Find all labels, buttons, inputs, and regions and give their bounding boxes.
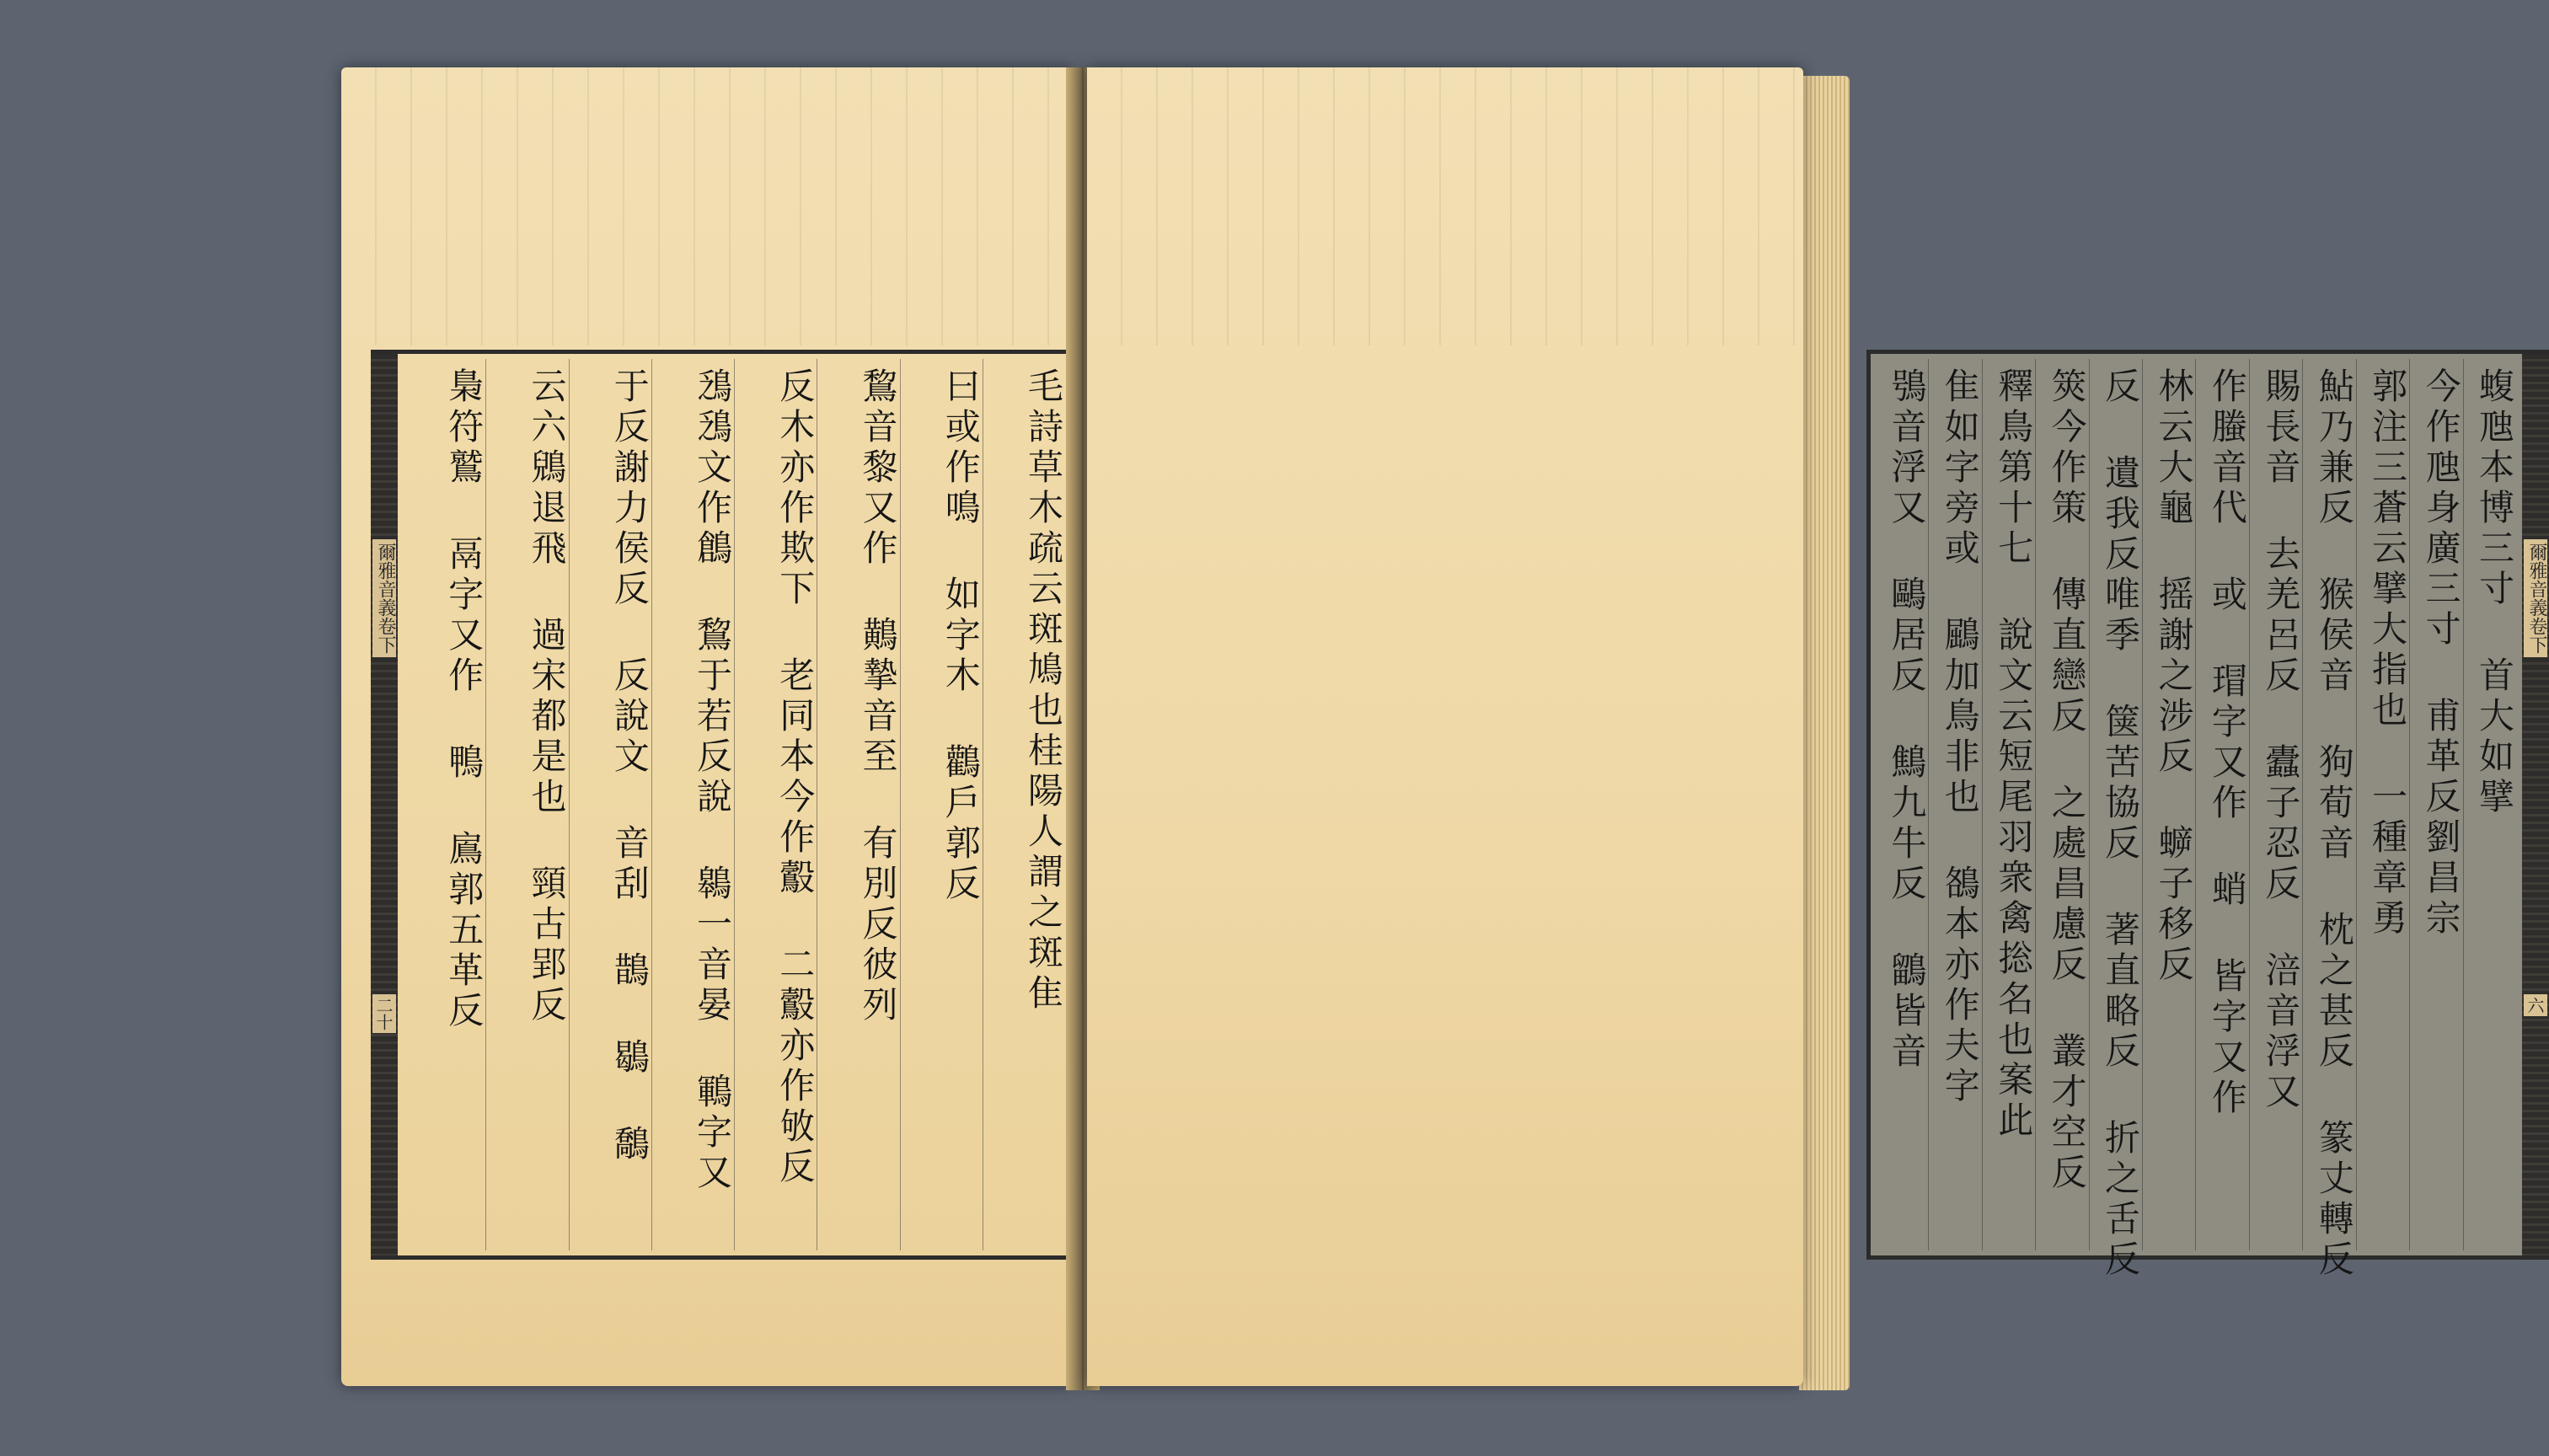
text-column: 毛詩草木疏云斑鳩也桂陽人謂之斑隹 <box>983 359 1065 1250</box>
bleed-through <box>341 67 1074 345</box>
text-column: 云六鶂退飛 過宋都是也 頸古郢反 <box>485 359 568 1250</box>
text-column: 今作虺身廣三寸 甫革反劉昌宗 <box>2409 359 2462 1250</box>
book-spread <box>333 67 2547 1399</box>
text-column: 鮎乃兼反 猴侯音 狗荀音 枕之甚反 篆丈轉反 <box>2302 359 2355 1250</box>
text-column: 作螣音代 或 瑁字又作 蛸 皆字又作 <box>2195 359 2248 1250</box>
right-page <box>1087 67 2547 1386</box>
bleed-through <box>1087 67 1803 345</box>
banxin-title: 爾雅音義卷下 <box>372 539 396 657</box>
text-column: 郭注三蒼云擘大指也 一種章勇 <box>2356 359 2409 1250</box>
text-column: 反木亦作欺下 老同本今作鷇 二鷇亦作敂反 <box>734 359 817 1250</box>
text-columns <box>404 359 1065 1250</box>
text-column: 鵹音黎又作 鷬摯音至 有別反彼列 <box>817 359 899 1250</box>
banxin-center-strip <box>371 354 398 1255</box>
text-column: 曰或作鳴 如字木 鸛戶郭反 <box>900 359 983 1250</box>
text-column: 鴞音浮又 鷗居反 鷦九牛反 鶹皆音 <box>1886 367 1928 1073</box>
text-column: 賜長音 去羌呂反 蠹子忍反 涪音浮又 <box>2249 359 2302 1250</box>
text-column: 林云大龜 摇謝之涉反 蝷子移反 <box>2142 359 2195 1250</box>
folio-number: 六 <box>2524 994 2547 1016</box>
page-edge-stack <box>1799 76 1850 1390</box>
text-column: 反 遺我反唯季 箧苦協反 著直略反 折之舌反 <box>2089 359 2142 1250</box>
folio-number: 二十 <box>372 994 396 1033</box>
banxin-center-strip <box>2522 354 2549 1255</box>
text-column: 筴今作策 傳直戀反 之處昌慮反 叢才空反 <box>2035 359 2088 1250</box>
right-print-frame <box>1866 350 2549 1281</box>
text-column: 隹如字旁或 鶌加鳥非也 鵅本亦作夫字 <box>1928 359 1981 1250</box>
text-column: 梟符鷲 鬲字又作 鴨 鳸郭五革反 <box>443 367 485 1032</box>
left-page <box>341 67 1074 1386</box>
text-column: 蝮虺本博三寸 首大如擘 <box>2463 359 2516 1250</box>
left-print-frame <box>371 350 1074 1260</box>
text-columns <box>1876 359 2516 1281</box>
text-column: 釋鳥第十七 說文云短尾羽衆禽捴名也案此 <box>1982 359 2035 1250</box>
banxin-title: 爾雅音義卷下 <box>2524 539 2547 657</box>
text-column: 鴔鴔文作鶬 鵹于若反說 鷎一音晏 鶤字又 <box>651 359 734 1250</box>
text-column: 于反謝力侯反 反說文 音刮 鵲 鶡 鷮 <box>569 359 651 1250</box>
